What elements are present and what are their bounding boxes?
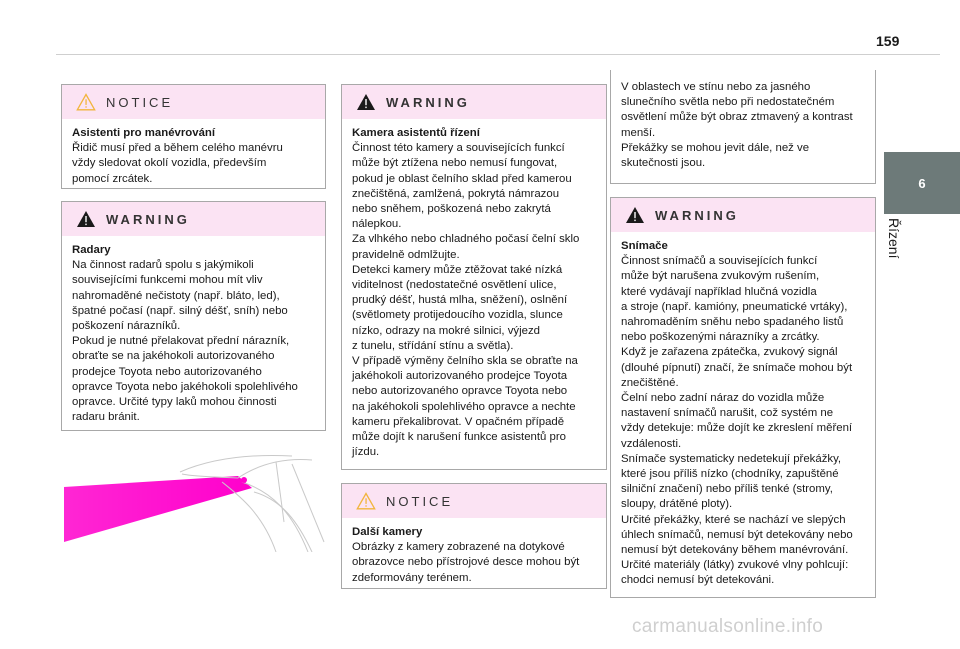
text-line: poškození nárazníků.	[72, 320, 181, 333]
warning-header	[342, 85, 606, 119]
text-line: kameru překalibrovat. V opačném případě	[352, 415, 565, 428]
text-line: nahromaděním sněhu nebo spadaného listů	[621, 316, 844, 329]
text-line: obrazovce nebo přístrojové desce mohou být	[352, 556, 580, 569]
text-line: z tunelu, střídání stínu a světla).	[352, 339, 514, 352]
text-line: Snímače systematicky nedetekují překážky,	[621, 452, 842, 465]
notice-title: Další kamery	[352, 526, 423, 538]
warning-box-radars	[61, 201, 326, 431]
text-line: pravidelně odmlžujte.	[352, 248, 460, 261]
text-line: znečištěná, zamlžená, pokrytá námrazou	[352, 187, 560, 200]
chapter-number: 6	[918, 176, 926, 191]
text-line: Určité materiály (látky) zvukové vlny pohlcují:	[621, 559, 849, 572]
text-line: nálepkou.	[352, 218, 402, 231]
text-line: nemusí být detekovány během manévrování.	[621, 544, 849, 557]
text-line: nebo autorizovaného opravce Toyota nebo	[352, 385, 568, 398]
notice-header-label: NOTICE	[106, 94, 174, 110]
text-block	[621, 80, 867, 171]
text-line: Řidič musí před a během celého manévru	[72, 142, 283, 155]
text-line: viditelnost (nedostatečné osvětlení ulice,	[352, 279, 557, 292]
text-line: sloupy, drátěné ploty).	[621, 498, 733, 511]
text-line: menší.	[621, 126, 656, 139]
text-line: souvisejícími funkcemi mohou mít vliv	[72, 274, 263, 287]
text-block	[72, 141, 317, 187]
watermark: carmanualsonline.info	[632, 616, 824, 637]
text-line: Činnost této kamery a souvisejících funkcí	[352, 142, 565, 155]
text-line: skutečnosti jsou.	[621, 157, 706, 170]
text-line: Pokud je nutné přelakovat přední nárazník,	[72, 335, 290, 348]
warning-header-label: WARNING	[655, 207, 739, 223]
text-line: úhlech snímačů, nemusí být detekovány nebo	[621, 528, 853, 541]
notice-header	[342, 484, 606, 518]
continued-body	[611, 70, 875, 177]
warning-box-sensors	[610, 197, 876, 598]
text-line: silniční značení) nebo příliš tenké (stromy,	[621, 483, 833, 496]
text-line: Když je zařazena zpátečka, zvukový signál	[621, 346, 838, 359]
text-line: chodci nemusí být detekováni.	[621, 574, 775, 587]
text-line: jakéhokoli autorizovaného prodejce Toyota	[352, 370, 568, 383]
text-line: Čelní nebo zadní náraz do vozidla může	[621, 392, 825, 405]
chapter-title-text: Řízení	[886, 218, 902, 259]
text-line: (světlomety protijedoucího vozidla, slunce	[352, 309, 563, 322]
continued-text-box	[610, 70, 876, 184]
text-line: nastavení snímačů narušit, což systém ne	[621, 407, 834, 420]
text-line: pomocí zrcátek.	[72, 172, 153, 185]
warning-body	[611, 232, 875, 595]
text-line: vzdálenosti.	[621, 437, 682, 450]
text-line: nízko, odrazy na mokré silnici, výjezd	[352, 324, 541, 337]
text-line: radaru bránit.	[72, 411, 140, 424]
notice-box-2	[341, 483, 607, 589]
chapter-title	[888, 218, 916, 278]
text-line: Detekci kamery může ztěžovat také nízká	[352, 263, 563, 276]
notice-body	[62, 119, 325, 193]
page-number: 159	[876, 33, 900, 49]
text-block	[621, 254, 867, 588]
text-block	[72, 258, 317, 425]
text-line: pokud je oblast čelního sklad před kamerou	[352, 172, 572, 185]
text-line: V oblastech ve stínu nebo za jasného	[621, 81, 811, 93]
text-line: Určité překážky, které se nachází ve slepých	[621, 513, 846, 526]
text-line: může být narušena zvukovým rušením,	[621, 270, 820, 283]
text-line: Na činnost radarů spolu s jakýmikoli	[72, 259, 254, 272]
warning-header	[611, 198, 875, 232]
warning-title: Snímače	[621, 240, 668, 252]
text-line: osvětlení může být obraz ztmavený a kontrast	[621, 111, 853, 124]
text-line: Překážky se mohou jevit dále, než ve	[621, 141, 810, 154]
text-line: nebo sněhem, poškozená nebo zakrytá	[352, 203, 551, 216]
notice-body	[342, 518, 606, 592]
header-rule	[56, 54, 940, 55]
notice-box-1	[61, 84, 326, 189]
text-block	[352, 540, 598, 586]
text-line: vždy detekuje: může dojít ke zkreslení měření	[621, 422, 853, 435]
text-line: špatné počasí (např. silný déšť, sníh) nebo	[72, 304, 288, 317]
warning-title: Kamera asistentů řízení	[352, 127, 480, 139]
text-line: nahromaděné nečistoty (např. bláto, led),	[72, 289, 280, 302]
warning-triangle-outline-icon	[76, 93, 96, 111]
text-line: které jsou příliš nízko (chodníky, zapuštěné	[621, 468, 839, 481]
warning-title: Radary	[72, 244, 111, 256]
warning-body	[342, 119, 606, 466]
text-line: (dlouhé pípnutí) značí, že snímače mohou být	[621, 361, 853, 374]
text-line: obraťte se na jakéhokoli autorizovaného	[72, 350, 275, 363]
text-line: může dojít k narušení funkce asistentů pro	[352, 431, 567, 444]
car-windshield-camera-illustration	[62, 452, 328, 552]
warning-triangle-outline-icon	[356, 492, 376, 510]
warning-triangle-icon	[76, 210, 96, 228]
text-line: opravce. Určité typy laků mohou činnosti	[72, 396, 277, 409]
text-line: zdeformovány terénem.	[352, 571, 472, 584]
text-line: nebo poškozenými nárazníky a zrcátky.	[621, 331, 820, 344]
notice-header	[62, 85, 325, 119]
notice-title: Asistenti pro manévrování	[72, 127, 216, 139]
warning-header	[62, 202, 325, 236]
text-line: V případě výměny čelního skla se obraťte na	[352, 355, 578, 368]
text-block	[352, 141, 598, 460]
warning-body	[62, 236, 325, 431]
warning-triangle-icon	[625, 206, 645, 224]
text-line: znečištěné.	[621, 376, 679, 389]
text-line: Obrázky z kamery zobrazené na dotykové	[352, 541, 565, 554]
warning-triangle-icon	[356, 93, 376, 111]
text-line: a stroje (např. kamióny, pneumatické vrtáky),	[621, 300, 848, 313]
text-line: prodejce Toyota nebo autorizovaného	[72, 365, 262, 378]
text-line: jízdu.	[352, 446, 380, 459]
text-line: opravce Toyota nebo jakéhokoli spolehlivého	[72, 380, 298, 393]
text-line: na jakéhokoli spolehlivého opravce a nechte	[352, 400, 576, 413]
warning-header-label: WARNING	[106, 211, 190, 227]
text-line: prudký déšť, hustá mlha, sněžení), oslnění	[352, 294, 568, 307]
text-line: slunečního světla nebo při nedostatečném	[621, 96, 835, 109]
warning-header-label: WARNING	[386, 94, 470, 110]
text-line: vždy sledovat okolí vozidla, především	[72, 157, 267, 170]
text-line: které vydávají například hlučná vozidla	[621, 285, 817, 298]
chapter-tab	[884, 152, 960, 214]
warning-box-camera	[341, 84, 607, 470]
text-line: Činnost snímačů a souvisejících funkcí	[621, 255, 818, 268]
notice-header-label: NOTICE	[386, 493, 454, 509]
text-line: může být ztížena nebo nemusí fungovat,	[352, 157, 558, 170]
text-line: Za vlhkého nebo chladného počasí čelní sklo	[352, 233, 580, 246]
